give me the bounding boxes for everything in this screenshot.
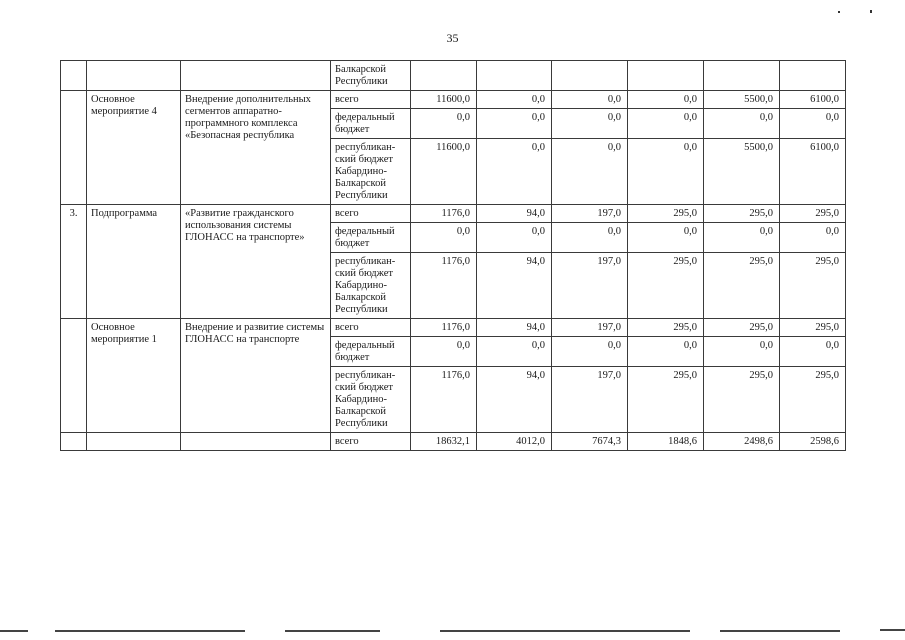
value-year-4: 295,0 [704, 205, 780, 223]
value-total: 0,0 [411, 109, 477, 139]
value-year-5: 295,0 [780, 253, 846, 319]
value-year-5: 295,0 [780, 205, 846, 223]
value-year-5 [780, 61, 846, 91]
scan-speck [870, 10, 872, 13]
row-name: Внедрение и развитие системы ГЛОНАСС на транспорте [181, 319, 331, 433]
value-year-4: 295,0 [704, 367, 780, 433]
value-year-1: 94,0 [477, 253, 552, 319]
value-year-3: 0,0 [628, 337, 704, 367]
row-name: «Развитие гражданского использования системы ГЛОНАСС на транспорте» [181, 205, 331, 319]
value-year-4: 0,0 [704, 223, 780, 253]
value-total: 1176,0 [411, 253, 477, 319]
value-year-3: 0,0 [628, 91, 704, 109]
scan-edge-line [880, 629, 905, 631]
value-year-5: 295,0 [780, 319, 846, 337]
table-row [61, 61, 846, 91]
scan-edge-line [285, 630, 380, 632]
table-row [61, 319, 846, 337]
funding-source: всего [331, 91, 411, 109]
value-year-3: 295,0 [628, 367, 704, 433]
value-year-3: 295,0 [628, 319, 704, 337]
value-year-3: 295,0 [628, 253, 704, 319]
page-number: 35 [446, 31, 459, 45]
value-year-2: 7674,3 [552, 433, 628, 451]
value-year-2: 197,0 [552, 319, 628, 337]
value-year-3: 295,0 [628, 205, 704, 223]
value-year-1: 0,0 [477, 223, 552, 253]
scan-edge-line [720, 630, 840, 632]
row-index [61, 433, 87, 451]
value-total: 0,0 [411, 223, 477, 253]
value-year-3: 0,0 [628, 109, 704, 139]
scan-speck [838, 11, 840, 13]
funding-source: федеральный бюджет [331, 109, 411, 139]
value-year-5: 0,0 [780, 337, 846, 367]
value-year-5: 0,0 [780, 223, 846, 253]
value-year-2: 197,0 [552, 253, 628, 319]
scan-edge-line [55, 630, 245, 632]
row-name [181, 61, 331, 91]
scan-edge-line [0, 630, 28, 632]
value-year-1: 0,0 [477, 139, 552, 205]
value-year-3: 0,0 [628, 139, 704, 205]
row-type: Основное мероприятие 4 [87, 91, 181, 205]
value-year-5: 2598,6 [780, 433, 846, 451]
budget-table [60, 60, 846, 451]
row-index [61, 319, 87, 433]
value-year-1: 4012,0 [477, 433, 552, 451]
value-year-4: 2498,6 [704, 433, 780, 451]
value-year-1: 94,0 [477, 367, 552, 433]
funding-source: всего [331, 319, 411, 337]
row-type: Основное мероприятие 1 [87, 319, 181, 433]
value-year-5: 6100,0 [780, 139, 846, 205]
row-index [61, 91, 87, 205]
value-year-2: 0,0 [552, 91, 628, 109]
funding-source: республикан-ский бюджет Кабардино-Балкарской Республики [331, 139, 411, 205]
value-year-1: 0,0 [477, 337, 552, 367]
row-type [87, 61, 181, 91]
value-year-1: 94,0 [477, 319, 552, 337]
value-year-2: 0,0 [552, 223, 628, 253]
funding-source: всего [331, 205, 411, 223]
value-total: 1176,0 [411, 367, 477, 433]
value-year-5: 0,0 [780, 109, 846, 139]
value-year-2: 0,0 [552, 139, 628, 205]
value-year-3 [628, 61, 704, 91]
value-total: 11600,0 [411, 91, 477, 109]
value-year-4: 5500,0 [704, 91, 780, 109]
value-year-2: 197,0 [552, 205, 628, 223]
value-total: 18632,1 [411, 433, 477, 451]
scan-edge-line [440, 630, 690, 632]
value-year-2: 197,0 [552, 367, 628, 433]
table-row [61, 205, 846, 223]
value-total: 11600,0 [411, 139, 477, 205]
row-index [61, 61, 87, 91]
value-year-4 [704, 61, 780, 91]
value-year-4: 295,0 [704, 253, 780, 319]
value-year-3: 0,0 [628, 223, 704, 253]
value-year-4: 0,0 [704, 337, 780, 367]
value-total: 1176,0 [411, 205, 477, 223]
value-total: 0,0 [411, 337, 477, 367]
value-year-4: 295,0 [704, 319, 780, 337]
funding-source: республикан-ский бюджет Кабардино-Балкарской Республики [331, 253, 411, 319]
value-year-1: 94,0 [477, 205, 552, 223]
value-year-1: 0,0 [477, 91, 552, 109]
funding-source: всего [331, 433, 411, 451]
value-year-5: 295,0 [780, 367, 846, 433]
row-index: 3. [61, 205, 87, 319]
funding-source: федеральный бюджет [331, 223, 411, 253]
row-type [87, 433, 181, 451]
funding-source: федеральный бюджет [331, 337, 411, 367]
value-year-4: 5500,0 [704, 139, 780, 205]
value-total [411, 61, 477, 91]
table-row [61, 91, 846, 109]
value-year-1 [477, 61, 552, 91]
value-year-1: 0,0 [477, 109, 552, 139]
table-row-total [61, 433, 846, 451]
value-total: 1176,0 [411, 319, 477, 337]
value-year-5: 6100,0 [780, 91, 846, 109]
value-year-3: 1848,6 [628, 433, 704, 451]
value-year-2: 0,0 [552, 337, 628, 367]
value-year-2 [552, 61, 628, 91]
value-year-2: 0,0 [552, 109, 628, 139]
funding-source: республикан-ский бюджет Кабардино-Балкарской Республики [331, 367, 411, 433]
row-name [181, 433, 331, 451]
funding-source: Балкарской Республики [331, 61, 411, 91]
row-name: Внедрение дополнительных сегментов аппаратно-программного комплекса «Безопасная республика [181, 91, 331, 205]
row-type: Подпрограмма [87, 205, 181, 319]
value-year-4: 0,0 [704, 109, 780, 139]
